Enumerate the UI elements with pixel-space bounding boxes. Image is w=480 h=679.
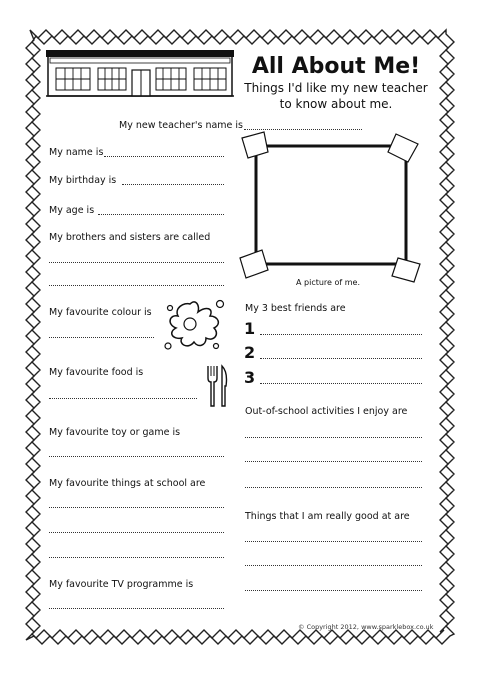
good-at-line-1[interactable] bbox=[245, 541, 422, 542]
activities-label: Out-of-school activities I enjoy are bbox=[245, 406, 408, 417]
age-label: My age is bbox=[49, 205, 95, 216]
school-building-icon bbox=[46, 48, 234, 98]
page-subtitle bbox=[238, 80, 434, 112]
toy-line[interactable] bbox=[49, 456, 224, 457]
picture-frame[interactable] bbox=[236, 130, 426, 285]
activities-line-3[interactable] bbox=[245, 487, 422, 488]
friend-line-3[interactable] bbox=[260, 383, 422, 384]
subtitle-line-2: to know about me. bbox=[279, 97, 393, 111]
school-line-1[interactable] bbox=[49, 507, 224, 508]
good-at-label: Things that I am really good at are bbox=[245, 511, 410, 522]
good-at-line-2[interactable] bbox=[245, 565, 422, 566]
name-line[interactable] bbox=[104, 156, 224, 157]
subtitle-line-1: Things I'd like my new teacher bbox=[244, 81, 428, 95]
birthday-label: My birthday is bbox=[49, 175, 117, 186]
siblings-line-1[interactable] bbox=[49, 262, 224, 263]
siblings-label: My brothers and sisters are called bbox=[49, 232, 211, 243]
name-label: My name is bbox=[49, 147, 104, 158]
school-line-2[interactable] bbox=[49, 532, 224, 533]
colour-line[interactable] bbox=[49, 337, 154, 338]
school-label: My favourite things at school are bbox=[49, 478, 206, 489]
friend-number-3: 3 bbox=[244, 368, 256, 387]
age-line[interactable] bbox=[98, 214, 224, 215]
friend-line-2[interactable] bbox=[260, 358, 422, 359]
birthday-line[interactable] bbox=[122, 184, 224, 185]
colour-label: My favourite colour is bbox=[49, 307, 152, 318]
knife-fork-icon bbox=[204, 364, 230, 408]
friends-label: My 3 best friends are bbox=[245, 303, 346, 314]
copyright-text: © Copyright 2012, www.sparklebox.co.uk bbox=[298, 623, 434, 631]
page-title: All About Me! bbox=[251, 54, 421, 79]
activities-line-1[interactable] bbox=[245, 437, 422, 438]
activities-line-2[interactable] bbox=[245, 461, 422, 462]
food-label: My favourite food is bbox=[49, 367, 144, 378]
toy-label: My favourite toy or game is bbox=[49, 427, 181, 438]
tv-line[interactable] bbox=[49, 608, 224, 609]
friend-number-1: 1 bbox=[244, 319, 256, 338]
friend-number-2: 2 bbox=[244, 343, 256, 362]
tv-label: My favourite TV programme is bbox=[49, 579, 194, 590]
teacher-name-label: My new teacher's name is bbox=[119, 120, 244, 131]
food-line[interactable] bbox=[49, 398, 197, 399]
picture-caption: A picture of me. bbox=[296, 278, 361, 287]
friend-line-1[interactable] bbox=[260, 334, 422, 335]
paint-splat-icon bbox=[160, 294, 228, 354]
siblings-line-2[interactable] bbox=[49, 285, 224, 286]
good-at-line-3[interactable] bbox=[245, 590, 422, 591]
school-line-3[interactable] bbox=[49, 557, 224, 558]
